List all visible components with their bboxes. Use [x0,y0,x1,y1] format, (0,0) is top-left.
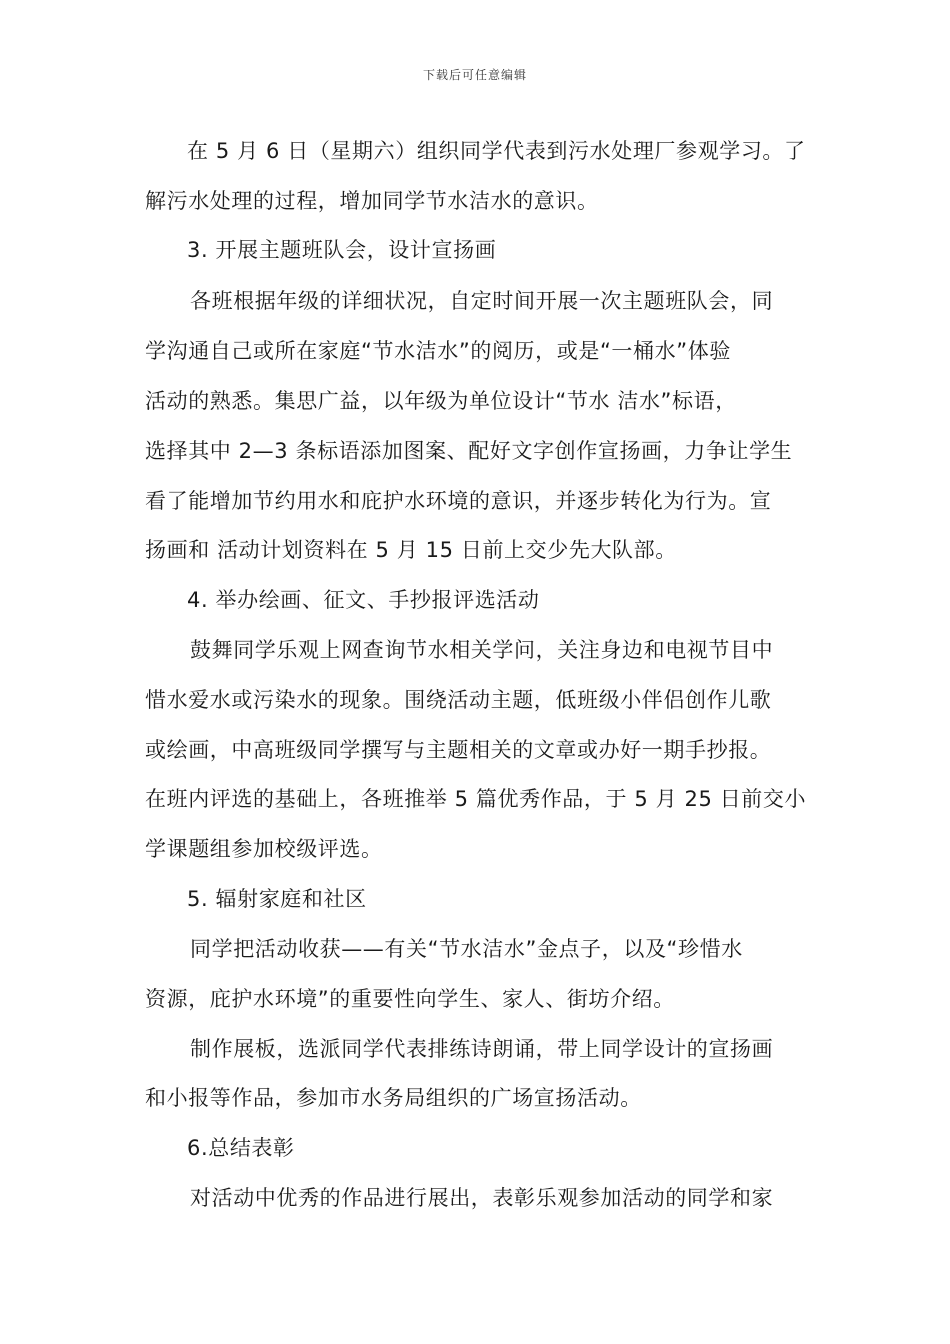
body-line-18: 资源，庇护水环境”的重要性向学生、家人、街坊介绍。 [145,987,675,1011]
body-line-8: 看了能增加节约用水和庇护水环境的意识，并逐步转化为行为。宣 [145,489,772,513]
body-line-22: 对活动中优秀的作品进行展出，表彰乐观参加活动的同学和家 [190,1186,774,1210]
body-line-20: 和小报等作品，参加市水务局组织的广场宣扬活动。 [145,1086,642,1110]
body-line-11: 鼓舞同学乐观上网查询节水相关学问，关注身边和电视节目中 [190,638,774,662]
section-heading-3: 3. 开展主题班队会，设计宣扬画 [187,238,497,262]
body-line-19: 制作展板，选派同学代表排练诗朗诵，带上同学设计的宣扬画 [190,1037,774,1061]
body-line-7: 选择其中 2—3 条标语添加图案、配好文字创作宣扬画，力争让学生 [145,439,793,463]
header-note: 下载后可任意编辑 [422,68,527,82]
body-line-13: 或绘画，中高班级同学撰写与主题相关的文章或办好一期手抄报。 [145,738,772,762]
body-line-15: 学课题组参加校级评选。 [145,837,383,861]
body-line-12: 惜水爱水或污染水的现象。围绕活动主题，低班级小伴侣创作儿歌 [145,688,772,712]
body-line-17: 同学把活动收获——有关“节水洁水”金点子，以及“珍惜水 [190,937,743,961]
section-heading-5: 5. 辐射家庭和社区 [187,887,367,911]
body-line-2: 解污水处理的过程，增加同学节水洁水的意识。 [145,189,599,213]
body-line-5: 学沟通自己或所在家庭“节水洁水”的阅历，或是“一桶水”体验 [145,339,731,363]
body-line-6: 活动的熟悉。集思广益，以年级为单位设计“节水 洁水”标语， [145,389,737,413]
body-line-1: 在 5 月 6 日（星期六）组织同学代表到污水处理厂参观学习。了 [187,139,806,163]
section-heading-4: 4. 举办绘画、征文、手抄报评选活动 [187,588,540,612]
body-line-14: 在班内评选的基础上，各班推举 5 篇优秀作品，于 5 月 25 日前交小 [145,787,807,811]
body-line-9: 扬画和 活动计划资料在 5 月 15 日前上交少先大队部。 [145,538,677,562]
body-line-4: 各班根据年级的详细状况，自定时间开展一次主题班队会，同 [190,289,774,313]
section-heading-6: 6.总结表彰 [187,1136,295,1160]
